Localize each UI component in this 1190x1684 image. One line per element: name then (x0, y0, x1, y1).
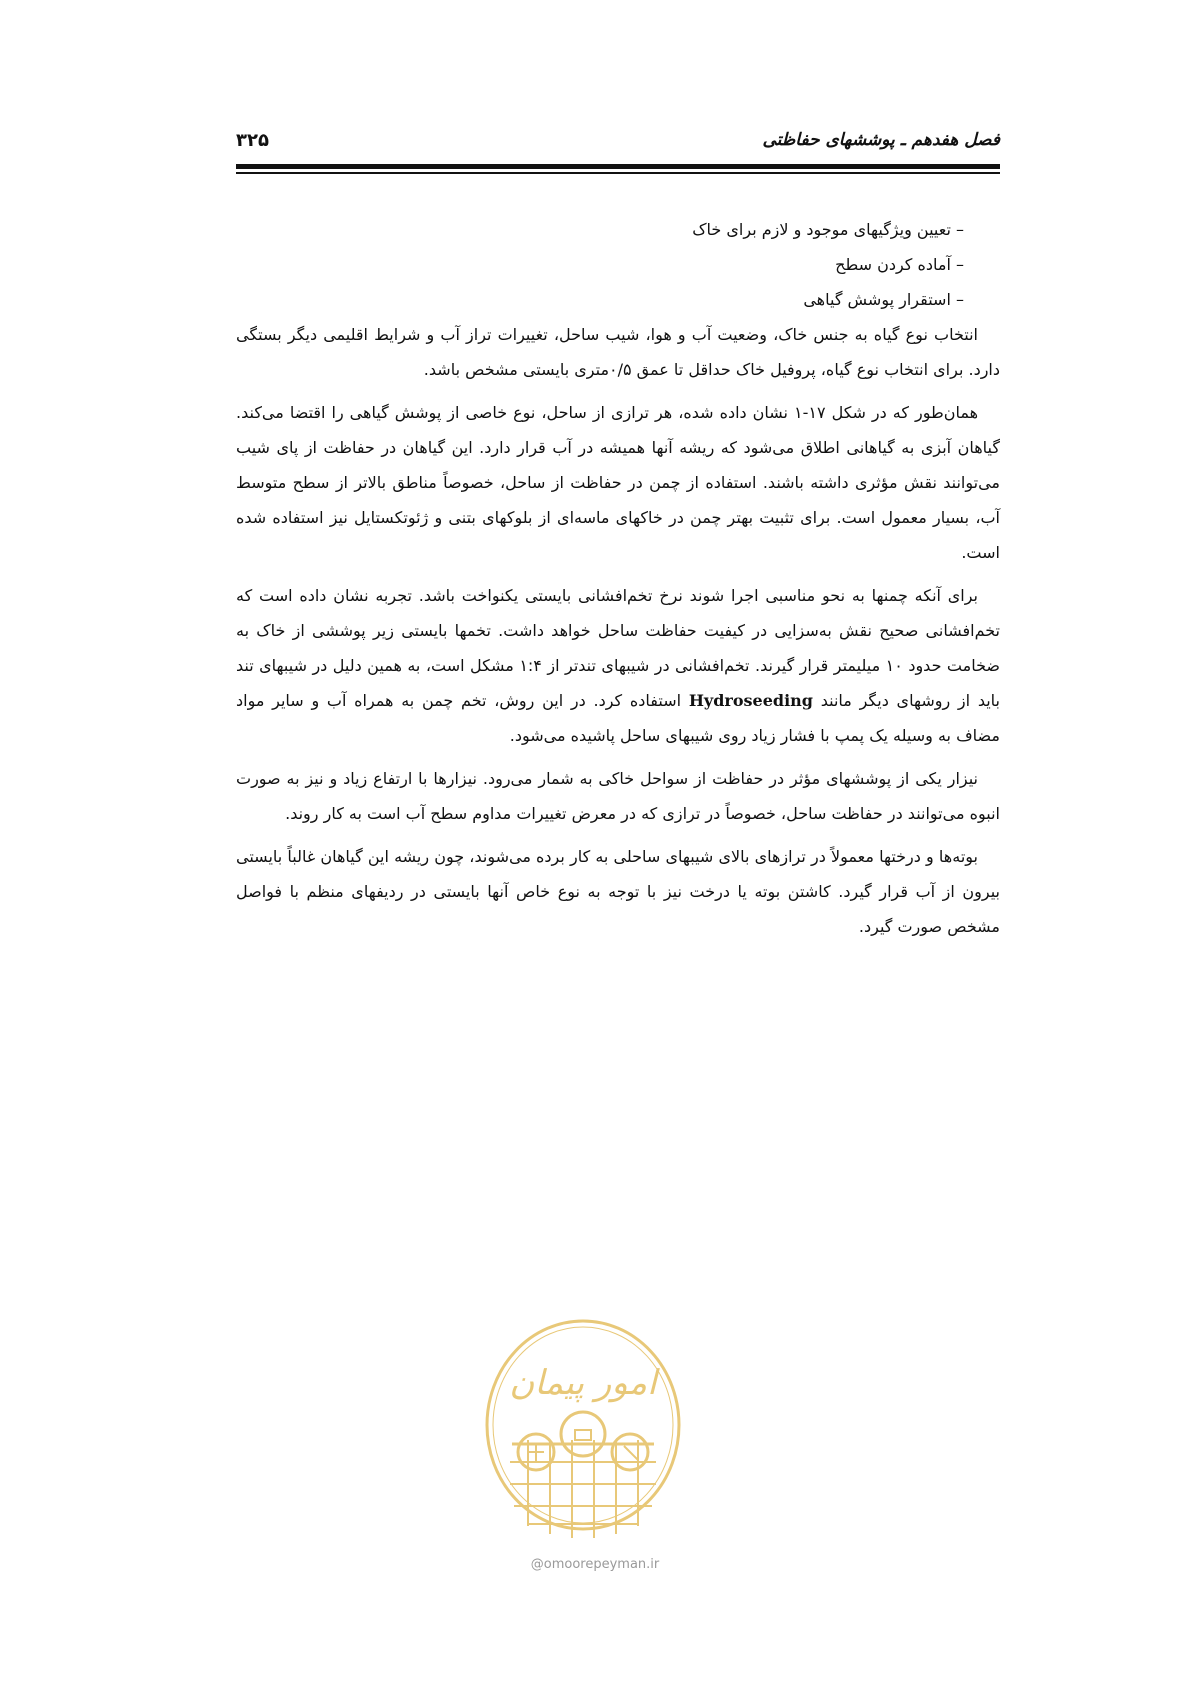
paragraph-shrubs-trees: بوته‌ها و درختها معمولاً در ترازهای بالای شیبهای ساحلی به کار برده می‌شوند، چون ریشه این گیاهان غالباً بایستی بیرون از آب قرار گیرد. کاشتن بوته یا درخت نیز با توجه به نوع خاص آنها بایستی در ردیفهای منظم با فواصل مشخص صورت گیرد. (236, 847, 1000, 936)
bullet-item: – تعیین ویژگیهای موجود و لازم برای خاک (692, 220, 964, 239)
watermark-emblem-icon (478, 1312, 688, 1552)
page-header (236, 122, 1000, 158)
watermark-logo-text: امور پیمان (509, 1363, 657, 1403)
watermark-caption: @omoorepeyman.ir (530, 1557, 660, 1572)
bullet-item: – استقرار پوشش گیاهی (803, 290, 964, 309)
paragraph-reed-beds: نیزار یکی از پوششهای مؤثر در حفاظت از سواحل خاکی به شمار می‌رود. نیزارها با ارتفاع زیاد و نیز به صورت انبوه می‌توانند در حفاظت ساحل، خصوصاً در ترازی که در معرض تغییرات مداوم سطح آب است به کار روند. (236, 769, 1000, 823)
watermark-logo (478, 1312, 688, 1552)
seeding-text-start: برای آنکه چمنها به نحو مناسبی اجرا شوند نرخ تخم‌افشانی بایستی یکنواخت باشد. تجربه نشان داده است که تخم‌افشانی صحیح نقش به‌سزایی در کیفیت حفاظت ساحل خواهد داشت. تخمها بایستی زیر پوششی از خاک به ضخامت حدود ۱۰ میلیمتر قرار گیرند. تخم‌افشانی در شیبهای تندتر از ۱:۴ مشکل است، به همین دلیل در شیبهای تند باید از روشهای دیگر مانند (236, 586, 1001, 710)
bullet-list (236, 212, 1000, 317)
paragraph-vegetation-levels: همان‌طور که در شکل ۱۷-۱ نشان داده شده، هر ترازی از ساحل، نوع خاصی از پوشش گیاهی را اقتضا می‌کند. گیاهان آبزی به گیاهانی اطلاق می‌شود که ریشه آنها همیشه در آب قرار دارد. این گیاهان در حفاظت از پای شیب می‌توانند نقش مؤثری داشته باشند. استفاده از چمن در حفاظت از ساحل، خصوصاً مناطق بالاتر از سطح متوسط آب، بسیار معمول است. برای تثبیت بهتر چمن در خاکهای ماسه‌ای از بلوکهای بتنی و ژئوتکستایل نیز استفاده شده است. (236, 403, 1000, 562)
chapter-title: فصل هفدهم ـ پوششهای حفاظتی (762, 130, 1000, 150)
seeding-text-end: استفاده کرد. در این روش، تخم چمن به همراه آب و سایر مواد مضاف به وسیله یک پمپ با فشار زیاد روی شیبهای ساحل پاشیده می‌شود. (236, 691, 1000, 745)
hydroseeding-term: Hydroseeding (688, 691, 813, 710)
header-rule-thin (236, 172, 1000, 174)
bullet-item: – آماده کردن سطح (835, 255, 964, 274)
page-number: ۳۲۵ (236, 129, 269, 151)
paragraph-seeding (236, 578, 1000, 753)
paragraph-plant-selection: انتخاب نوع گیاه به جنس خاک، وضعیت آب و هوا، شیب ساحل، تغییرات تراز آب و شرایط اقلیمی دیگر بستگی دارد. برای انتخاب نوع گیاه، پروفیل خاک حداقل تا عمق ۰/۵متری بایستی مشخص باشد. (236, 325, 1000, 379)
body-text (236, 212, 1000, 944)
header-rule-thick (236, 164, 1000, 169)
